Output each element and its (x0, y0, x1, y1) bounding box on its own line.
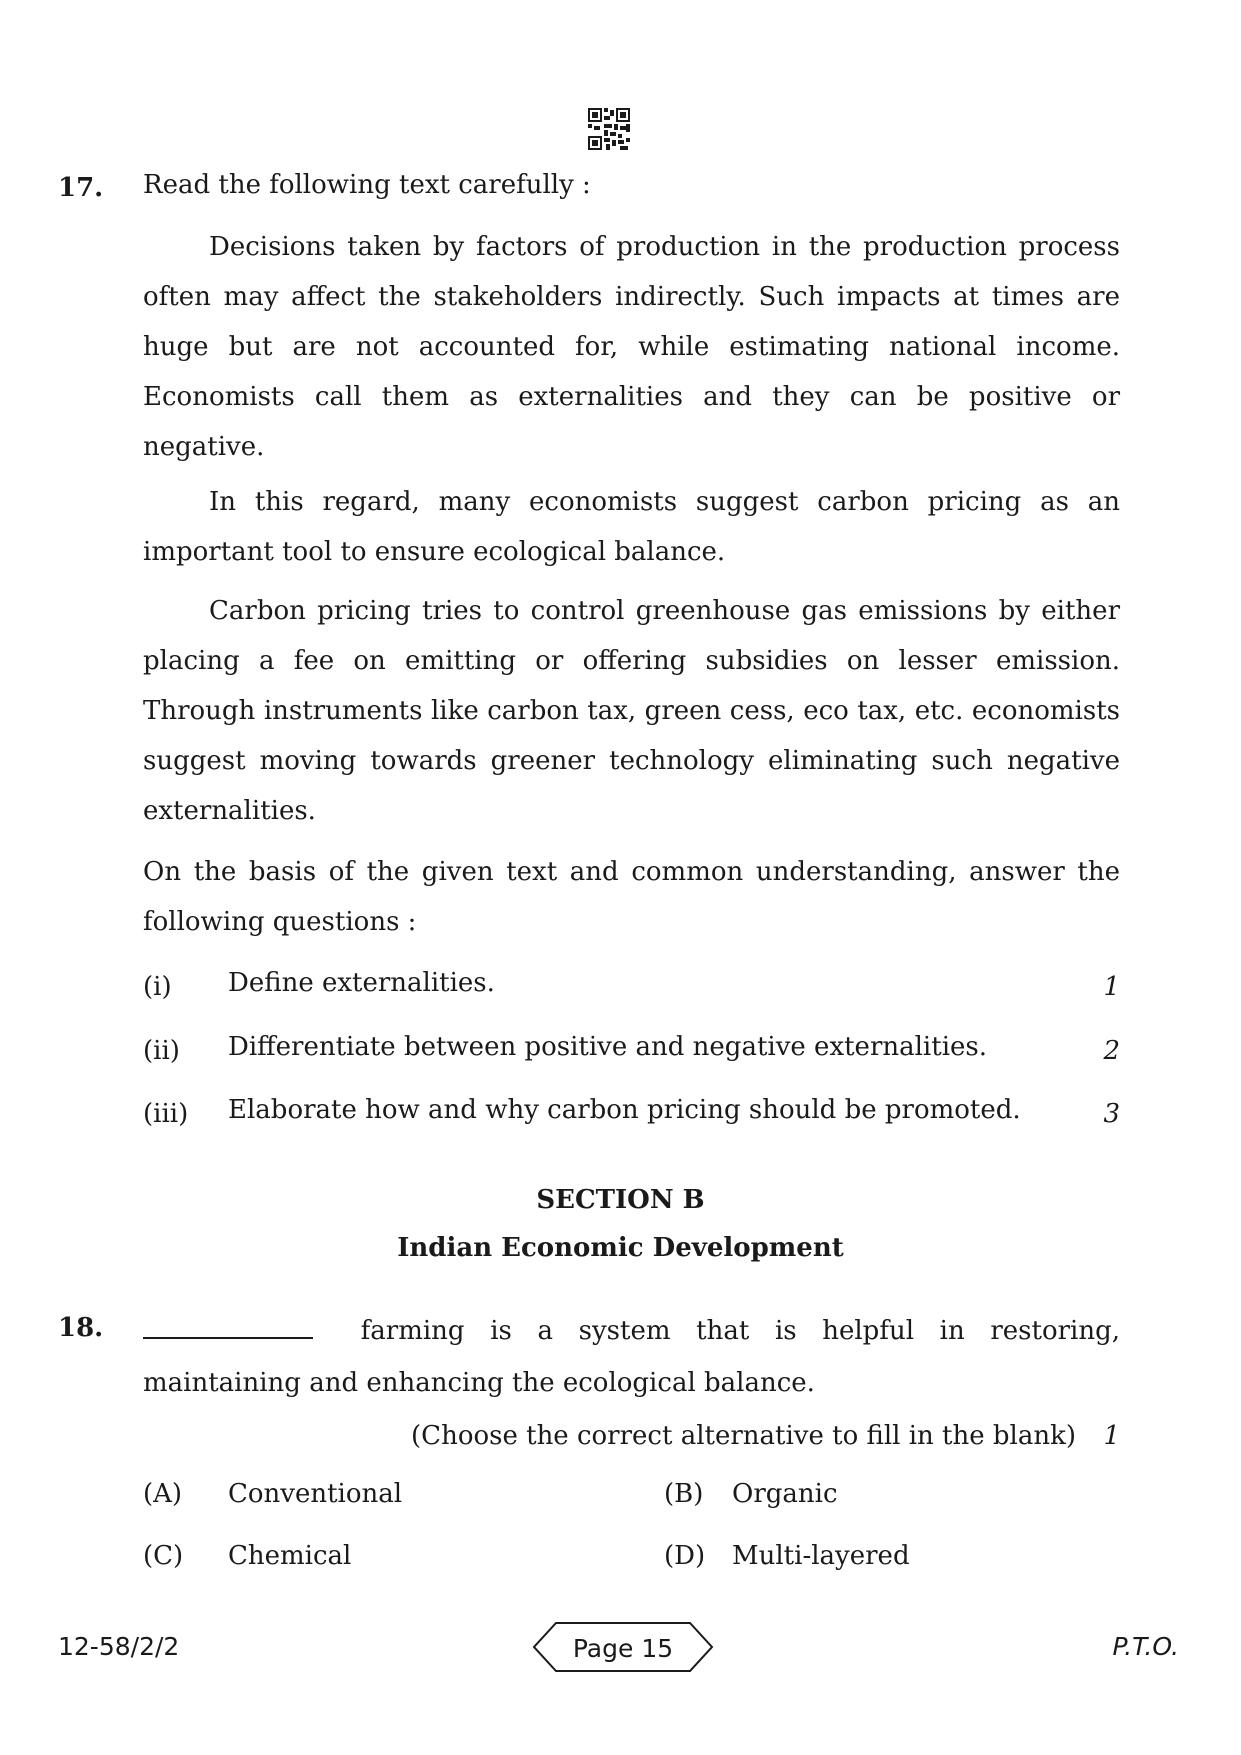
section-title: SECTION B (536, 1185, 705, 1215)
qr-code-icon (588, 108, 630, 150)
subquestion-text: Define externalities. (228, 968, 495, 998)
option-text: Chemical (228, 1541, 352, 1571)
option-text: Organic (732, 1479, 838, 1509)
passage-paragraph: Carbon pricing tries to control greenhouse gas emissions by either placing a fee on emitting or offering subsidies on lesser emission. Through instruments like carbon tax, green cess, eco tax, etc. economists suggest moving towards greener technology eliminating such negative externalities. (143, 596, 1120, 826)
marks-value: 2 (1103, 1036, 1120, 1066)
section-subtitle: Indian Economic Development (397, 1233, 844, 1263)
option-label: (A) (143, 1479, 183, 1509)
question-18-body: farming is a system that is helpful in restoring, maintaining and enhancing the ecological balance. (143, 1316, 1121, 1398)
question-instruction: (Choose the correct alternative to fill in the blank) (411, 1421, 1076, 1451)
option-label: (B) (664, 1479, 704, 1509)
subquestion-label: (ii) (143, 1036, 180, 1066)
subquestion-text: Elaborate how and why carbon pricing should be promoted. (228, 1095, 1021, 1125)
passage-paragraph: In this regard, many economists suggest carbon pricing as an important tool to ensure ecological balance. (143, 487, 1120, 567)
option-text: Multi-layered (732, 1541, 910, 1571)
page-number-badge (530, 1619, 716, 1675)
marks-value: 1 (1103, 1421, 1120, 1451)
question-intro: Read the following text carefully : (143, 170, 591, 200)
passage-paragraph: Decisions taken by factors of production in the production process often may affect the stakeholders indirectly. Such impacts at times are huge but are not accounted for, while estimating national income. Economists call them as externalities and they can be positive or negative. (143, 232, 1120, 462)
fill-in-blank (143, 1313, 313, 1339)
paper-code: 12-58/2/2 (58, 1632, 180, 1661)
marks-value: 1 (1103, 972, 1120, 1002)
marks-value: 3 (1103, 1099, 1120, 1129)
subquestion-label: (iii) (143, 1099, 189, 1129)
option-text: Conventional (228, 1479, 403, 1509)
page-number: Page 15 (572, 1634, 674, 1663)
question-number: 18. (58, 1313, 104, 1343)
subquestion-text: Differentiate between positive and negative externalities. (228, 1032, 988, 1062)
option-label: (C) (143, 1541, 184, 1571)
question-instruction: On the basis of the given text and common understanding, answer the following questions : (143, 857, 1120, 937)
question-number: 17. (58, 173, 104, 203)
option-label: (D) (664, 1541, 706, 1571)
question-18-text (143, 1305, 1120, 1409)
pto-label: P.T.O. (1112, 1632, 1179, 1661)
subquestion-label: (i) (143, 972, 172, 1002)
